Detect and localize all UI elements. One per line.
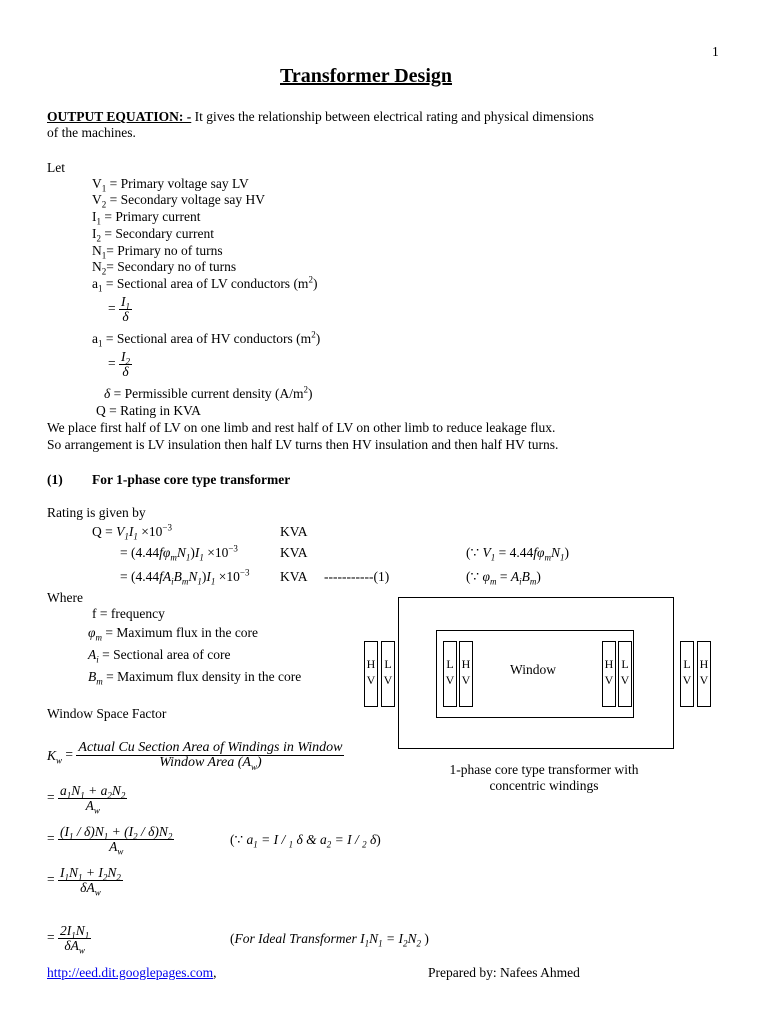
coil-hv-outer-right: H V <box>697 641 711 707</box>
coil-hv-inner-right: H V <box>602 641 616 707</box>
eq-note-ideal: (For Ideal Transformer $I_1N_1 = I_2N_2$ ) <box>230 931 429 949</box>
coil-lv-inner-right: L V <box>618 641 632 707</box>
footer-link[interactable]: http://eed.dit.googlepages.com <box>47 965 214 980</box>
eq-rating-3: = $(4.44fA_iB_mN_1)I_1 \times 10^{-3}$ <box>120 567 250 587</box>
where-ai: $A_i$ = Sectional area of core <box>88 647 231 665</box>
where-label: Where <box>47 590 83 605</box>
footer-link-line <box>47 965 216 981</box>
output-equation-heading: OUTPUT EQUATION: - <box>47 109 192 124</box>
where-phi: $\varphi_m$ = Maximum flux in the core <box>88 625 259 643</box>
section1-heading: For 1-phase core type transformer <box>92 472 291 487</box>
where-f: f = frequency <box>92 606 165 621</box>
eq-a2-hv: = $\frac{I_2}{\delta}$ <box>108 349 130 379</box>
eq-kw: $K_w$ = $\frac{\text{Actual Cu Section Area of Windings in Window}}{Window Area (A_w)}$ <box>47 740 343 772</box>
eq-rating-1: $Q = V_1I_1 \times 10^{-3}$ <box>92 522 172 542</box>
footer-comma: , <box>213 965 217 980</box>
rating-intro: Rating is given by <box>47 505 146 520</box>
output-equation-line2: of the machines. <box>47 125 136 140</box>
let-label: Let <box>47 160 65 175</box>
page-number: 1 <box>712 44 719 59</box>
kw-denominator: Window Area (A <box>159 755 251 770</box>
eq-kw-2: = $\frac{a_1N_1 + a_2N_2}{A_w}$ <box>47 783 126 816</box>
window-label: Window <box>510 662 556 677</box>
kw-numerator: Actual Cu Section Area of Windings in Window <box>78 740 343 755</box>
coil-lv-outer-right: L V <box>680 641 694 707</box>
footer-prepared-by: Prepared by: Nafees Ahmed <box>428 965 580 980</box>
kva-2: KVA <box>280 545 308 560</box>
def-q: Q = Rating in KVA <box>96 403 201 418</box>
eq-note-a: (∵ $a_1 = I / _1$ δ & $a_2 = I / _2$ δ) <box>230 832 381 850</box>
paragraph-line2: So arrangement is LV insulation then half LV turns then HV insulation and then half HV turns. <box>47 437 559 452</box>
eq-kw-5: = $\frac{2I_1N_1}{\delta A_w}$ <box>47 923 90 956</box>
output-equation-line1 <box>47 109 594 125</box>
def-i1: $I_1$ = Primary current <box>92 209 201 227</box>
def-delta: δ = Permissible current density $(A/m^2)$ <box>104 384 313 401</box>
def-a1-hv: $a_1$ = Sectional area of HV conductors $(m^2)$ <box>92 329 321 349</box>
figure-caption-line2: concentric windings <box>489 778 599 793</box>
where-bm: $B_m$ = Maximum flux density in the core <box>88 669 302 687</box>
def-a1-lv: $a_1$ = Sectional area of LV conductors $(m^2)$ <box>92 274 318 294</box>
eq-note-phi: (∵ $\varphi_m = A_iB_m$) <box>466 569 541 587</box>
kva-3: KVA <box>280 569 308 584</box>
coil-lv-outer-left: L V <box>381 641 395 707</box>
eq-note-v1: (∵ $V_1 = 4.44f\varphi_mN_1$) <box>466 545 569 563</box>
coil-hv-inner-left: H V <box>459 641 473 707</box>
paragraph-line1: We place first half of LV on one limb and rest half of LV on other limb to reduce leakage flux. <box>47 420 556 435</box>
eq-kw-3: = $\frac{(I_1 / \delta)N_1 + (I_2 / \delta)N_2}{A_w}$ <box>47 824 173 857</box>
figure-caption-line1: 1-phase core type transformer with <box>449 762 639 777</box>
eq-rating-2: = $(4.44f\varphi_mN_1)I_1 \times 10^{-3}$ <box>120 543 238 563</box>
coil-lv-inner-left: L V <box>443 641 457 707</box>
def-n1: $N_1=$ Primary no of turns <box>92 243 223 261</box>
section1-number: (1) <box>47 472 63 487</box>
eq-ref-1: -----------(1) <box>324 569 390 584</box>
kva-1: KVA <box>280 524 308 539</box>
def-i2: $I_2$ = Secondary current <box>92 226 214 244</box>
eq-a1-lv: = $\frac{I_1}{\delta}$ <box>108 294 130 324</box>
eq-kw-4: = $\frac{I_1N_1 + I_2N_2}{\delta A_w}$ <box>47 865 121 898</box>
def-v2: $V_2$ = Secondary voltage say HV <box>92 192 265 210</box>
page-title: Transformer Design <box>280 65 453 87</box>
window-space-factor-label: Window Space Factor <box>47 706 167 721</box>
def-v1: $V_1$ = Primary voltage say LV <box>92 176 249 194</box>
output-equation-text: It gives the relationship between electrical rating and physical dimensions <box>191 109 594 124</box>
coil-hv-outer-left: H V <box>364 641 378 707</box>
def-n2: $N_2=$ Secondary no of turns <box>92 259 237 277</box>
